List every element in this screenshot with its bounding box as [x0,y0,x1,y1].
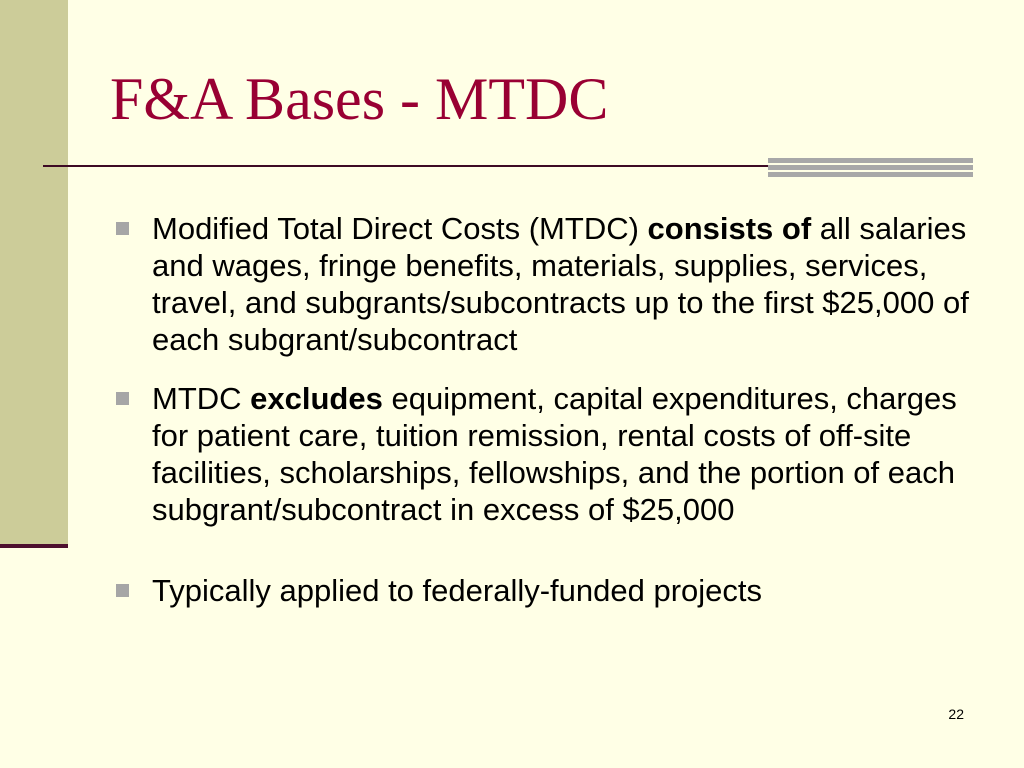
square-bullet-icon [116,222,129,235]
bullet-text-rest: all salaries and wages, fringe benefits, materials, supplies, services, travel, and subgrants/subcontracts up to the first $25,000 of each subgrant/subcontract [152,211,969,357]
left-sidebar-decoration [0,0,68,547]
bullet-text: Typically applied to federally-funded projects [152,573,763,608]
page-number: 22 [948,706,964,722]
bullet-mtdc-exclusions [116,380,976,528]
square-bullet-icon [116,392,129,405]
bullet-text-rest: equipment, capital expenditures, charges for patient care, tuition remission, rental costs of off-site facilities, scholarships, fellowships, and the portion of each subgrant/subcontract in excess of $25,000 [152,381,957,527]
left-sidebar-rule [0,544,68,548]
bullet-text-lead: MTDC [152,381,251,416]
bullet-text-bold: consists of [647,211,812,246]
title-rule [43,165,773,167]
square-bullet-icon [116,584,129,597]
bullet-text-lead: Modified Total Direct Costs (MTDC) [152,211,648,246]
bullet-typical-application [116,572,976,609]
bullet-mtdc-definition [116,210,976,358]
slide-title: F&A Bases - MTDC [110,66,609,132]
title-rule-accent [768,158,973,179]
bullet-text [152,380,976,528]
bullet-text-bold: excludes [250,381,383,416]
bullet-text [152,210,976,358]
